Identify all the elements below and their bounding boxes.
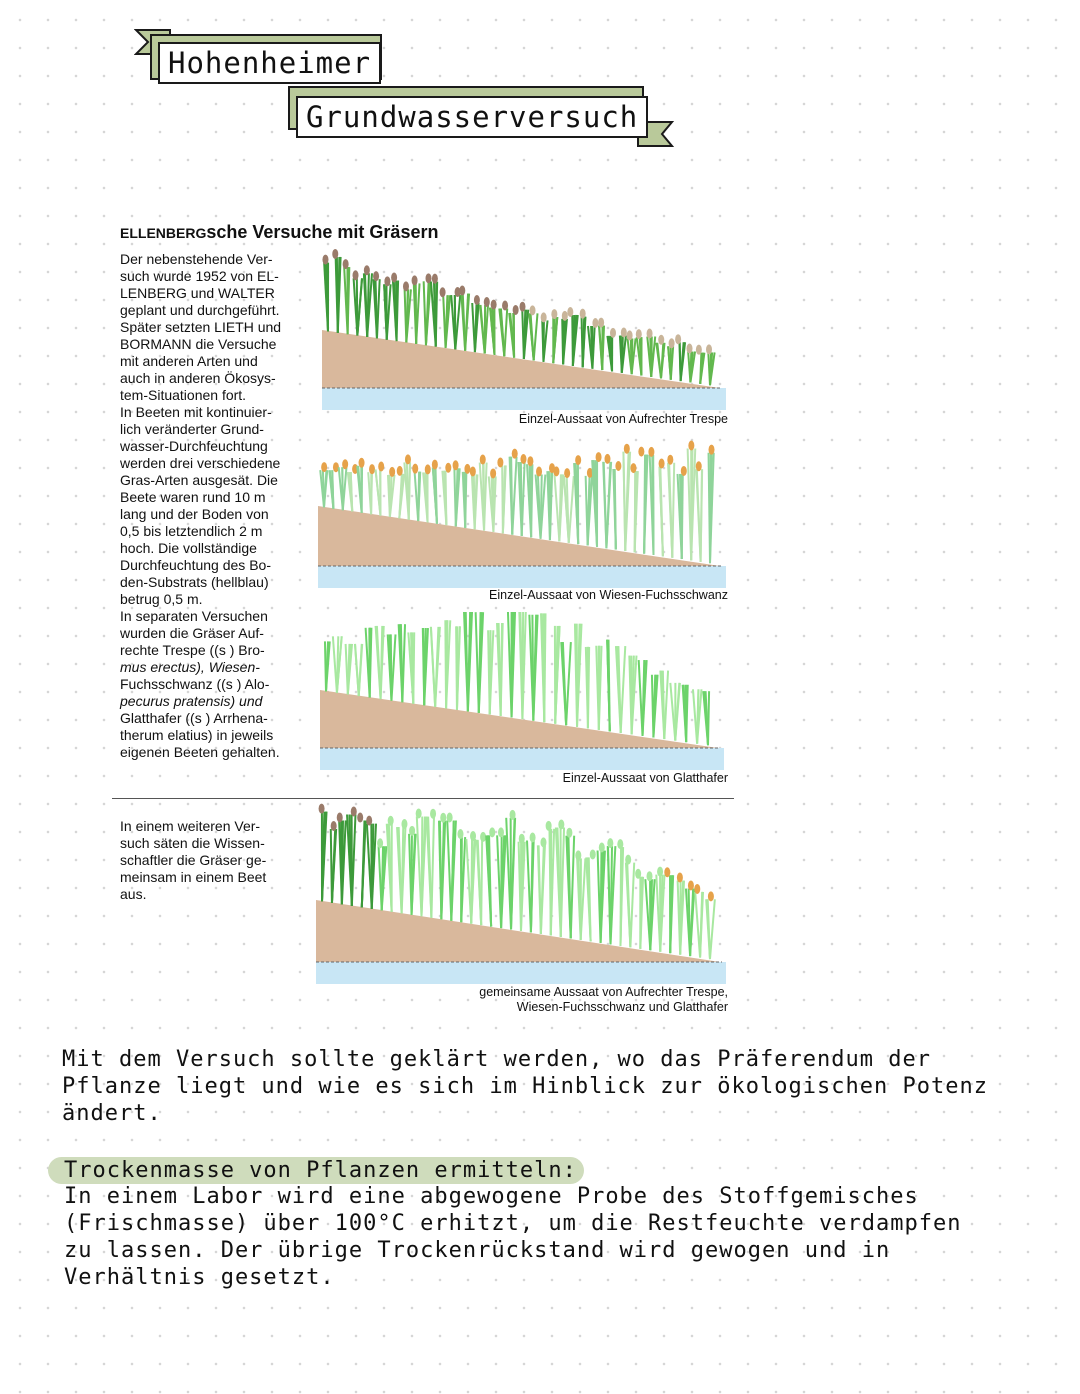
grass-blade bbox=[708, 352, 710, 385]
grass-head bbox=[453, 460, 459, 470]
grass-head bbox=[530, 305, 536, 315]
grass-blade bbox=[531, 464, 532, 537]
grass-blade bbox=[695, 892, 700, 958]
text-line: den-Substrats (hellblau) bbox=[120, 574, 269, 590]
grass-head bbox=[647, 871, 653, 881]
grass-blade bbox=[621, 336, 622, 373]
grass-head bbox=[513, 305, 519, 315]
diagram-bromus bbox=[318, 245, 730, 410]
grass-head bbox=[377, 838, 383, 848]
grass-blade bbox=[710, 899, 715, 959]
grass-head bbox=[592, 318, 598, 328]
text-line: therum elatius) in jeweils bbox=[120, 727, 274, 743]
grass-head bbox=[384, 276, 390, 286]
grass-head bbox=[627, 330, 633, 340]
grass-blade bbox=[511, 457, 512, 535]
grass-head bbox=[567, 307, 573, 317]
grass-head bbox=[575, 455, 581, 465]
grass-blade bbox=[549, 471, 550, 540]
grass-head bbox=[440, 287, 446, 297]
text-line: Später setzten LIETH und bbox=[120, 319, 282, 335]
grass-blade bbox=[708, 899, 710, 959]
text-line: tem-Situationen fort. bbox=[120, 387, 247, 403]
section-divider bbox=[112, 798, 734, 799]
grass-head bbox=[480, 455, 486, 465]
text-line: Beete waren rund 10 m bbox=[120, 489, 266, 505]
grass-head bbox=[580, 309, 586, 319]
grass-head bbox=[464, 464, 470, 474]
grass-head bbox=[397, 466, 403, 476]
grass-head bbox=[647, 329, 653, 339]
text-line: auch in anderen Ökosys- bbox=[120, 370, 276, 386]
grass-head bbox=[364, 265, 370, 275]
grass-head bbox=[659, 459, 665, 469]
groundwater-strip bbox=[318, 566, 726, 588]
caption-arrhenatherum: Einzel-Aussaat von Glatthafer bbox=[562, 771, 728, 785]
grass-blade bbox=[324, 470, 326, 507]
grass-head bbox=[445, 463, 451, 473]
grass-blade bbox=[490, 630, 491, 714]
grass-head bbox=[425, 464, 431, 474]
grass-head bbox=[530, 832, 536, 842]
diagram-alopecurus bbox=[314, 440, 730, 588]
grass-head bbox=[337, 812, 343, 822]
title-line-2: Grundwasserversuch bbox=[296, 96, 648, 138]
grass-blade bbox=[524, 310, 525, 359]
grass-head bbox=[696, 345, 702, 355]
grass-head bbox=[638, 447, 644, 457]
grass-head bbox=[546, 821, 552, 831]
grass-head bbox=[709, 445, 715, 455]
grass-head bbox=[343, 259, 349, 269]
paragraph-history bbox=[120, 251, 293, 404]
text-line: Der nebenstehende Ver- bbox=[120, 251, 273, 267]
text-line: eigenen Beeten gehalten. bbox=[120, 744, 280, 760]
grass-head bbox=[319, 804, 325, 814]
grass-head bbox=[498, 827, 504, 837]
grass-head bbox=[502, 301, 508, 311]
grass-head bbox=[520, 302, 526, 312]
grass-head bbox=[519, 834, 525, 844]
grass-head bbox=[687, 344, 693, 354]
grass-head bbox=[667, 455, 673, 465]
grass-head bbox=[520, 454, 526, 464]
grass-head bbox=[688, 441, 694, 451]
text-line: BORMANN die Versuche bbox=[120, 336, 277, 352]
grass-head bbox=[604, 454, 610, 464]
grass-blade bbox=[399, 474, 402, 518]
grass-head bbox=[681, 466, 687, 476]
grass-blade bbox=[483, 463, 484, 531]
grass-blade bbox=[608, 846, 611, 944]
text-line: aus. bbox=[120, 886, 147, 902]
grass-head bbox=[432, 460, 438, 470]
note-line: Verhältnis gesetzt. bbox=[64, 1265, 335, 1290]
text-line: schaftler die Gräser ge- bbox=[120, 852, 267, 868]
grass-head bbox=[635, 869, 641, 879]
text-line: Durchfeuchtung des Bo- bbox=[120, 557, 271, 573]
grass-blade bbox=[710, 453, 711, 563]
text-line: lang und der Boden von bbox=[120, 506, 269, 522]
grass-head bbox=[497, 457, 503, 467]
text-line: In separaten Versuchen bbox=[120, 608, 268, 624]
grass-head bbox=[551, 309, 557, 319]
grass-head bbox=[409, 826, 415, 836]
dry-mass-heading: Trockenmasse von Pflanzen ermitteln: bbox=[64, 1158, 577, 1183]
grass-head bbox=[677, 873, 683, 883]
grass-head bbox=[648, 447, 654, 457]
grass-head bbox=[331, 821, 337, 831]
text-line: Glatthafer ((s ) Arrhena- bbox=[120, 710, 268, 726]
paragraph-setup bbox=[120, 404, 293, 608]
grass-blade bbox=[541, 475, 542, 539]
grass-head bbox=[391, 273, 397, 283]
text-line: pecurus pratensis) und bbox=[120, 693, 263, 709]
note-line: zu lassen. Der übrige Trockenrückstand wird gewogen und in bbox=[64, 1238, 891, 1263]
grass-head bbox=[630, 463, 636, 473]
grass-blade bbox=[534, 313, 538, 360]
grass-blade bbox=[405, 289, 407, 342]
grass-head bbox=[480, 832, 486, 842]
grass-blade bbox=[700, 892, 702, 958]
grass-blade bbox=[572, 315, 573, 366]
grass-blade bbox=[697, 689, 698, 743]
text-line: geplant und durchgeführt. bbox=[120, 302, 280, 318]
text-line: wasser-Durchfeuchtung bbox=[120, 438, 268, 454]
diagram-arrhenatherum bbox=[316, 612, 728, 770]
grass-blade bbox=[650, 337, 651, 377]
grass-head bbox=[694, 884, 700, 894]
grass-head bbox=[405, 454, 411, 464]
grass-head bbox=[688, 881, 694, 891]
grass-blade bbox=[463, 294, 465, 351]
text-line: werden drei verschiedene bbox=[120, 455, 281, 471]
grass-head bbox=[412, 464, 418, 474]
grass-head bbox=[621, 328, 627, 338]
grass-head bbox=[536, 467, 542, 477]
text-line: In einem weiteren Ver- bbox=[120, 818, 261, 834]
grass-blade bbox=[456, 468, 458, 526]
grass-head bbox=[490, 468, 496, 478]
grass-blade bbox=[371, 472, 372, 514]
grass-blade bbox=[443, 295, 445, 348]
grass-head bbox=[575, 850, 581, 860]
grass-blade bbox=[652, 675, 654, 738]
grass-head bbox=[706, 344, 712, 354]
note-line: (Frischmasse) über 100°C erhitzt, um die Restfeuchte verdampfen bbox=[64, 1211, 962, 1236]
grass-blade bbox=[652, 455, 653, 555]
grass-head bbox=[598, 318, 604, 328]
grass-head bbox=[416, 809, 422, 819]
grass-head bbox=[675, 334, 681, 344]
grass-blade bbox=[569, 476, 574, 543]
grass-blade bbox=[451, 820, 453, 920]
grass-head bbox=[388, 816, 394, 826]
grass-blade bbox=[379, 846, 382, 910]
grass-head bbox=[440, 813, 446, 823]
grass-blade bbox=[706, 691, 708, 745]
grass-head bbox=[624, 444, 630, 454]
text-line: wurden die Gräser Auf- bbox=[120, 625, 264, 641]
text-line: 0,5 bis letztendlich 2 m bbox=[120, 523, 263, 539]
grass-blade bbox=[355, 644, 359, 696]
grass-head bbox=[615, 461, 621, 471]
grass-head bbox=[607, 838, 613, 848]
grass-head bbox=[432, 274, 438, 284]
groundwater-strip bbox=[322, 388, 726, 410]
grass-head bbox=[357, 813, 363, 823]
grass-blade bbox=[332, 470, 333, 509]
text-line: LENBERG und WALTER bbox=[120, 285, 275, 301]
grass-head bbox=[474, 295, 480, 305]
grass-head bbox=[590, 849, 596, 859]
grass-blade bbox=[571, 836, 574, 939]
grass-blade bbox=[618, 646, 620, 733]
grass-blade bbox=[362, 821, 365, 908]
text-line: mit anderen Arten und bbox=[120, 353, 258, 369]
grass-head bbox=[457, 829, 463, 839]
grass-blade bbox=[630, 863, 634, 948]
dry-mass-text bbox=[64, 1183, 1064, 1291]
grass-head bbox=[322, 255, 328, 265]
soil-wedge bbox=[318, 506, 720, 566]
grass-head bbox=[351, 806, 357, 816]
grass-head bbox=[599, 843, 605, 853]
note-line: Pflanze liegt und wie es sich im Hinblick zur ökologischen Potenz bbox=[62, 1074, 988, 1099]
grass-head bbox=[669, 338, 675, 348]
grass-head bbox=[596, 452, 602, 462]
grass-head bbox=[321, 462, 327, 472]
grass-head bbox=[369, 464, 375, 474]
text-line: In Beeten mit kontinuier- bbox=[120, 404, 272, 420]
text-line: meinsam in einem Beet bbox=[120, 869, 267, 885]
grass-blade bbox=[635, 471, 636, 552]
grass-blade bbox=[644, 455, 645, 554]
grass-head bbox=[512, 449, 518, 459]
title-line-1: Hohenheimer bbox=[158, 42, 381, 84]
grass-head bbox=[564, 468, 570, 478]
grass-head bbox=[412, 275, 418, 285]
grass-blade bbox=[431, 627, 435, 707]
grass-blade bbox=[417, 817, 422, 917]
grass-head bbox=[470, 831, 476, 841]
grass-blade bbox=[342, 820, 343, 904]
grass-head bbox=[625, 855, 631, 865]
grass-head bbox=[373, 271, 379, 281]
grass-blade bbox=[532, 615, 533, 721]
grass-blade bbox=[680, 342, 681, 381]
text-line: such wurde 1952 von EL- bbox=[120, 268, 279, 284]
grass-head bbox=[378, 462, 384, 472]
grass-blade bbox=[682, 474, 683, 559]
section-heading bbox=[120, 222, 438, 243]
grass-head bbox=[558, 820, 564, 830]
grass-head bbox=[617, 839, 623, 849]
grass-blade bbox=[331, 829, 332, 903]
grass-head bbox=[332, 249, 338, 259]
grass-head bbox=[510, 810, 516, 820]
caption-bromus: Einzel-Aussaat von Aufrechter Trespe bbox=[518, 412, 728, 426]
grass-head bbox=[658, 335, 664, 345]
grass-head bbox=[566, 828, 572, 838]
grass-blade bbox=[586, 476, 588, 546]
diagram-combined bbox=[312, 800, 730, 984]
grass-head bbox=[403, 281, 409, 291]
grass-blade bbox=[409, 462, 410, 519]
grass-head bbox=[562, 311, 568, 321]
grass-head bbox=[353, 270, 359, 280]
caption-alopecurus: Einzel-Aussaat von Wiesen-Fuchsschwanz bbox=[489, 588, 728, 602]
groundwater-strip bbox=[320, 748, 724, 770]
grass-blade bbox=[503, 465, 506, 533]
grass-head bbox=[657, 867, 663, 877]
text-line: rechte Trespe ((s ) Bro- bbox=[120, 642, 265, 658]
grass-head bbox=[430, 809, 436, 819]
grass-head bbox=[696, 461, 702, 471]
grass-blade bbox=[326, 641, 328, 691]
groundwater-strip bbox=[316, 962, 726, 984]
grass-head bbox=[342, 459, 348, 469]
grass-blade bbox=[566, 642, 571, 725]
grass-head bbox=[484, 297, 490, 307]
caption-combined-1: gemeinsame Aussaat von Aufrechter Trespe, bbox=[479, 985, 728, 999]
grass-head bbox=[489, 827, 495, 837]
grass-head bbox=[470, 466, 476, 476]
grass-head bbox=[610, 328, 616, 338]
grass-head bbox=[359, 458, 365, 468]
text-line: lich veränderter Grund- bbox=[120, 421, 264, 437]
text-line: such säten die Wissen- bbox=[120, 835, 265, 851]
grass-head bbox=[553, 466, 559, 476]
grass-head bbox=[491, 300, 497, 310]
grass-blade bbox=[621, 646, 626, 733]
purpose-note bbox=[62, 1046, 1072, 1127]
note-line: Mit dem Versuch sollte geklärt werden, wo das Präferendum der bbox=[62, 1047, 931, 1072]
caption-combined-2: Wiesen-Fuchsschwanz und Glatthafer bbox=[516, 1000, 728, 1014]
heading-smallcaps: ELLENBERG bbox=[120, 225, 207, 241]
text-line: betrug 0,5 m. bbox=[120, 591, 203, 607]
grass-head bbox=[527, 456, 533, 466]
grass-head bbox=[401, 819, 407, 829]
grass-blade bbox=[479, 612, 482, 713]
grass-head bbox=[447, 812, 453, 822]
grass-head bbox=[540, 837, 546, 847]
grass-blade bbox=[472, 303, 475, 352]
grass-head bbox=[664, 867, 670, 877]
grass-head bbox=[636, 329, 642, 339]
grass-blade bbox=[688, 352, 690, 383]
note-line: ändert. bbox=[62, 1101, 162, 1126]
note-line: In einem Labor wird eine abgewogene Probe des Stoffgemisches bbox=[64, 1184, 919, 1209]
grass-head bbox=[459, 286, 465, 296]
text-line: hoch. Die vollständige bbox=[120, 540, 257, 556]
grass-head bbox=[389, 467, 395, 477]
text-line: Gras-Arten ausgesät. Die bbox=[120, 472, 278, 488]
grass-head bbox=[708, 891, 714, 901]
paragraph-combined bbox=[120, 818, 293, 903]
text-line: mus erectus), Wiesen- bbox=[120, 659, 260, 675]
grass-head bbox=[541, 312, 547, 322]
grass-head bbox=[366, 816, 372, 826]
text-line: Fuchsschwanz ((s ) Alo- bbox=[120, 676, 270, 692]
paragraph-species bbox=[120, 608, 293, 761]
heading-rest: sche Versuche mit Gräsern bbox=[206, 222, 439, 242]
